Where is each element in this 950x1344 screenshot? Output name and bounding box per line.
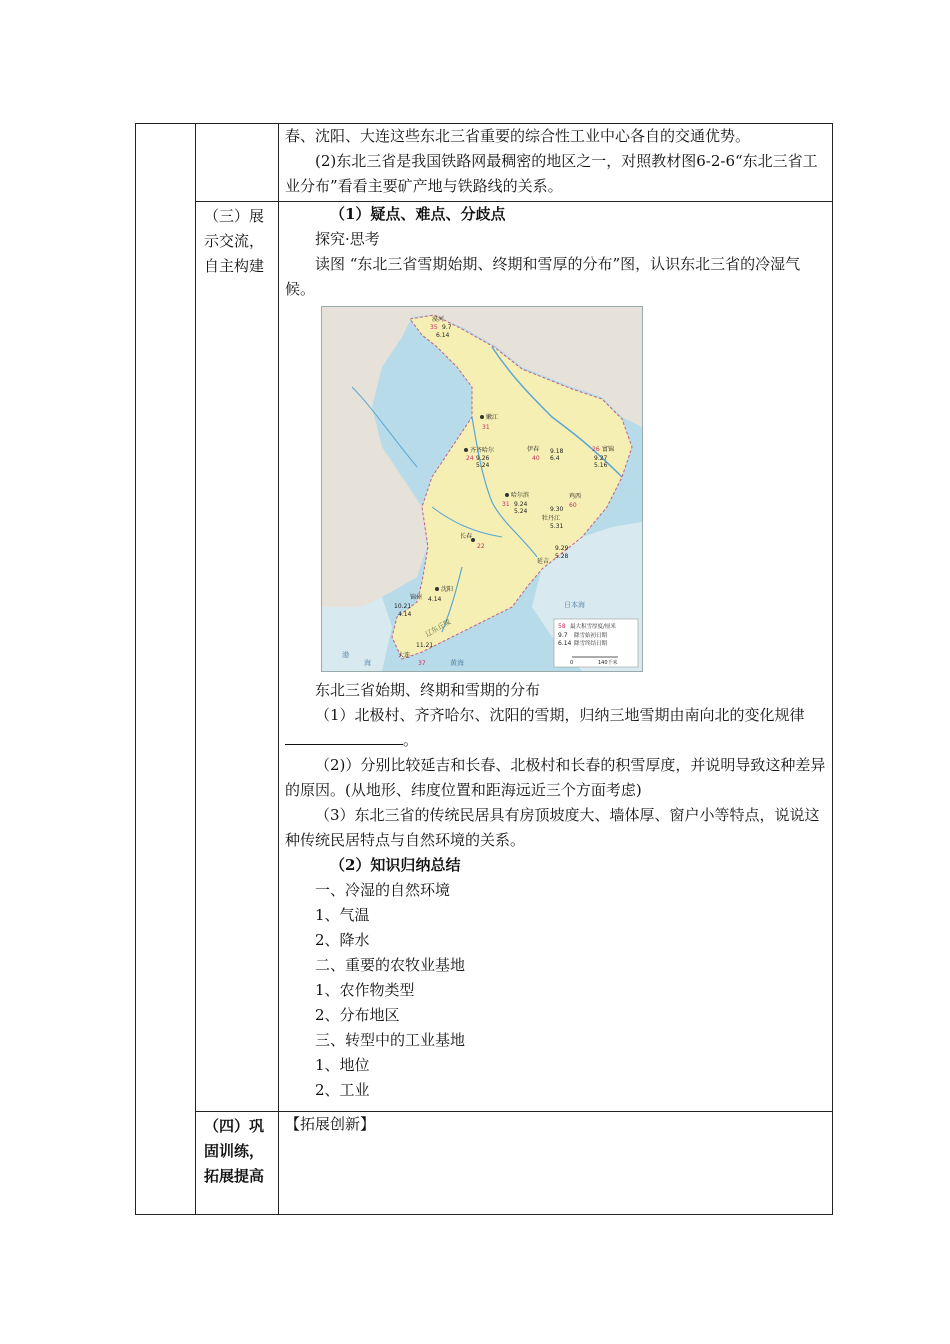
city-name: 嫩江 xyxy=(486,414,499,421)
city-depth: 40 xyxy=(532,455,540,462)
city-end: 5.24 xyxy=(476,462,490,469)
heading-doubts: （1）疑点、难点、分歧点 xyxy=(330,205,506,223)
top-label-cell xyxy=(196,124,279,202)
city-name: 锦州 xyxy=(410,594,423,601)
section-three-label: （三）展示交流，自主构建 xyxy=(204,207,265,275)
city-start: 9.18 xyxy=(550,448,564,455)
city-name: 伊春 xyxy=(527,446,540,453)
sea-label: 海 xyxy=(364,659,371,667)
legend-start-sample: 9.7 xyxy=(558,632,568,639)
city-start: 9.30 xyxy=(550,506,564,513)
row-section-three xyxy=(136,202,833,1112)
section-four-content-cell xyxy=(279,1112,833,1215)
city-name: 哈尔滨 xyxy=(511,492,530,499)
city-start: 9.27 xyxy=(594,455,608,462)
city-depth: 35 xyxy=(430,324,438,331)
city-end: 6.4 xyxy=(550,455,560,462)
city-name: 延吉 xyxy=(537,558,550,565)
sea-label: 日本海 xyxy=(564,601,585,609)
summary-item: 1、地位 xyxy=(315,1056,370,1074)
snow-map xyxy=(321,306,643,672)
question-2: （2)）分别比较延吉和长春、北极村和长春的积雪厚度，并说明导致这种差异的原因。(从地形、纬度位置和距海远近三个方面考虑) xyxy=(285,756,826,799)
summary-item: 二、重要的农牧业基地 xyxy=(315,956,466,974)
city-depth: 26 xyxy=(592,446,600,453)
legend-depth: 最大积雪厚度/厘米 xyxy=(570,624,616,630)
question-3: （3）东北三省的传统民居具有房顶坡度大、墙体厚、窗户小等特点，说说这种传统民居特点与自然环境的关系。 xyxy=(285,806,820,849)
city-end: 4.14 xyxy=(428,596,442,603)
city-name: 鸡西 xyxy=(569,493,582,500)
city-depth: 22 xyxy=(477,543,485,550)
summary-item: 三、转型中的工业基地 xyxy=(315,1031,466,1049)
question-1 xyxy=(285,703,826,753)
legend-start: 降雪始初日期 xyxy=(574,633,608,639)
city-start: 9.29 xyxy=(555,545,569,552)
summary-item: 2、分布地区 xyxy=(315,1006,400,1024)
answer-blank[interactable] xyxy=(285,730,403,745)
city-name: 齐齐哈尔 xyxy=(470,447,495,454)
lesson-table xyxy=(135,123,833,1215)
section-three-label-cell xyxy=(196,202,279,1112)
city-depth: 24 xyxy=(466,455,474,462)
city-end: 5.16 xyxy=(594,462,608,469)
row-section-top xyxy=(136,124,833,202)
city-start: 9.24 xyxy=(514,501,528,508)
question-1-text: （1）北极村、齐齐哈尔、沈阳的雪期，归纳三地雪期由南向北的变化规律 xyxy=(315,706,805,724)
section-four-label: （四）巩固训练，拓展提高 xyxy=(204,1117,265,1185)
row-section-four xyxy=(136,1112,833,1215)
city-depth: 37 xyxy=(418,660,426,667)
city-name: 长春 xyxy=(460,533,473,540)
city-start: 10.21 xyxy=(394,603,412,610)
explore-title: 探究·思考 xyxy=(315,230,380,248)
summary-item: 2、工业 xyxy=(315,1081,370,1099)
legend-end: 降雪终结日期 xyxy=(574,641,608,647)
summary-item: 1、农作物类型 xyxy=(315,981,415,999)
snow-map-svg xyxy=(322,307,642,671)
extension-heading: 【拓展创新】 xyxy=(285,1115,376,1133)
left-margin-cell xyxy=(136,124,196,1215)
city-name: 沈阳 xyxy=(441,586,454,593)
city-name: 漠河 xyxy=(432,316,445,323)
city-depth: 31 xyxy=(502,501,510,508)
city-end: 5.24 xyxy=(514,508,528,515)
city-end: 5.28 xyxy=(555,553,569,560)
city-name: 大连 xyxy=(398,652,411,659)
top-content-cell xyxy=(279,124,833,202)
city-start: 11.21 xyxy=(416,642,434,649)
sea-label: 黄海 xyxy=(450,659,464,667)
summary-item: 2、降水 xyxy=(315,931,370,949)
legend-scale-zero: 0 xyxy=(570,660,574,666)
city-end: 5.31 xyxy=(550,523,564,530)
city-start: 9.7 xyxy=(442,324,452,331)
legend-depth-sample: 58 xyxy=(558,623,566,630)
sea-label: 渤 xyxy=(342,651,349,659)
city-end: 4.14 xyxy=(398,611,412,618)
top-paragraph-1: 春、沈阳、大连这些东北三省重要的综合性工业中心各自的交通优势。 xyxy=(285,127,751,145)
summary-item: 1、气温 xyxy=(315,906,370,924)
heading-summary: （2）知识归纳总结 xyxy=(330,856,461,874)
intro-text: 读图 “东北三省雪期始期、终期和雪厚的分布”图，认识东北三省的冷湿气候。 xyxy=(285,255,801,298)
top-paragraph-2: (2)东北三省是我国铁路网最稠密的地区之一，对照教材图6-2-6“东北三省工业分布”看看主要矿产地与铁路线的关系。 xyxy=(285,152,818,195)
city-depth: 31 xyxy=(482,424,490,431)
section-three-content-cell xyxy=(279,202,833,1112)
city-depth: 60 xyxy=(569,502,577,509)
city-name: 牡丹江 xyxy=(542,515,561,522)
map-caption: 东北三省始期、终期和雪期的分布 xyxy=(315,681,541,699)
map-legend xyxy=(554,619,638,667)
city-name: 富锦 xyxy=(602,446,615,453)
question-1-end: 。 xyxy=(403,731,419,749)
section-four-label-cell xyxy=(196,1112,279,1215)
city-start: 9.26 xyxy=(476,455,490,462)
city-end: 6.14 xyxy=(436,332,450,339)
region-label: 辽东丘陵 xyxy=(424,617,453,639)
summary-item: 一、冷湿的自然环境 xyxy=(315,881,451,899)
legend-scale: 140千米 xyxy=(598,660,618,666)
legend-end-sample: 6.14 xyxy=(558,640,572,647)
